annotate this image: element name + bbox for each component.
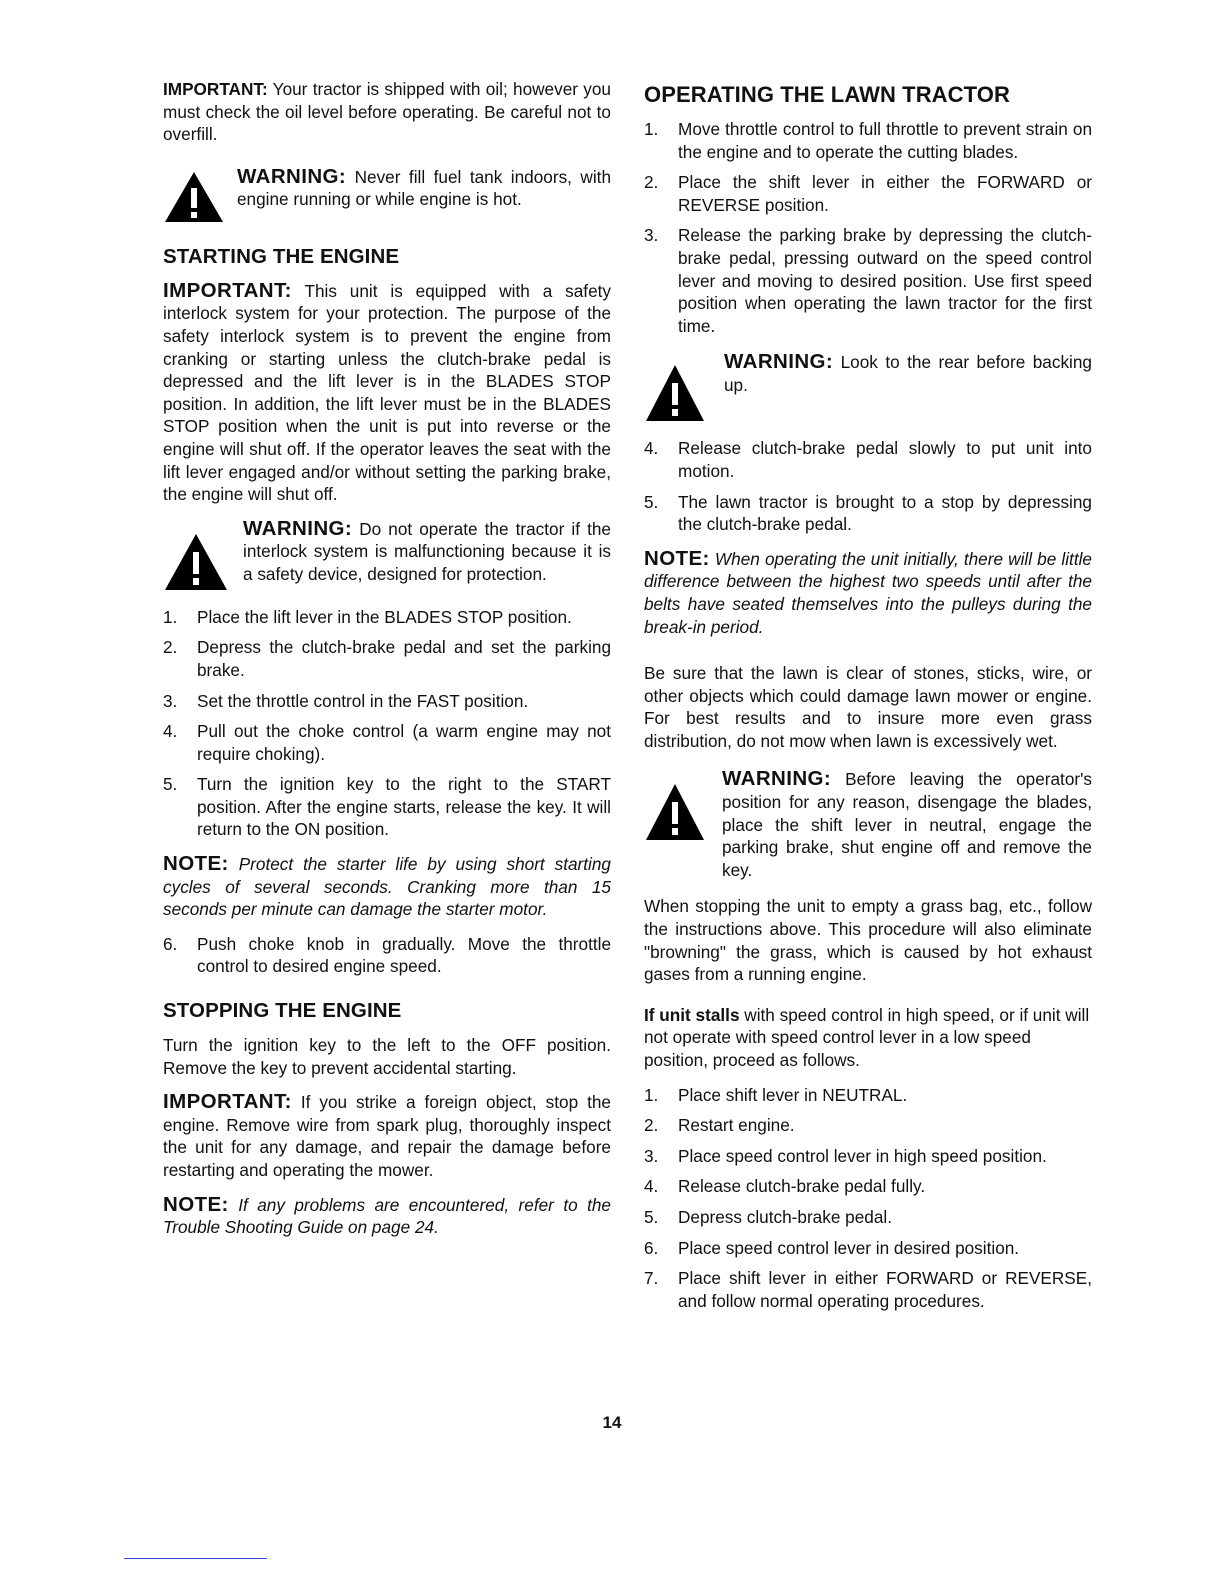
list-item: 3. Place speed control lever in high speed position.	[644, 1145, 1047, 1166]
note-trouble-paragraph	[163, 1194, 611, 1239]
scan-edge-line	[124, 1558, 267, 1559]
note-speeds-paragraph	[644, 548, 1092, 638]
starting-step-6	[163, 933, 611, 978]
list-item: 5. Depress clutch-brake pedal.	[644, 1206, 892, 1227]
grass-bag-paragraph: When stopping the unit to empty a grass bag, etc., follow the instructions above. This procedure will also eliminate "browning" the grass, which is caused by hot exhaust gases from a running engine.	[644, 896, 1092, 985]
note-starter-paragraph	[163, 853, 611, 921]
starting-steps-list	[163, 606, 611, 841]
list-item: 2. Depress the clutch-brake pedal and set the parking brake.	[163, 637, 611, 680]
warning-interlock-text	[243, 518, 611, 586]
warning-rear-body: Look to the rear before backing up.	[724, 352, 1092, 395]
list-item: 7. Place shift lever in either FORWARD or REVERSE, and follow normal operating procedures.	[644, 1268, 1092, 1311]
important-foreign-text: If you strike a foreign object, stop the engine. Remove wire from spark plug, thoroughly inspect the unit for any damage, and repair the damage before restarting and operating the mower.	[163, 1092, 611, 1180]
list-item: 4. Release clutch-brake pedal slowly to put unit into motion.	[644, 438, 1092, 481]
note-label: NOTE:	[163, 1192, 229, 1216]
warning-leaving-body: Before leaving the operator's position for any reason, disengage the blades, place the shift lever in neutral, engage the parking brake, shut engine off and remove the key.	[722, 769, 1092, 880]
warning-interlock-body: Do not operate the tractor if the interlock system is malfunctioning because it is a safety device, designed for protection.	[243, 518, 611, 584]
stopping-paragraph: Turn the ignition key to the left to the OFF position. Remove the key to prevent accidental starting.	[163, 1035, 611, 1078]
list-item: 3. Release the parking brake by depressing the clutch-brake pedal, pressing outward on the speed control lever and moving to desired position. Use first speed position when operating the lawn tractor for the first time.	[644, 225, 1092, 336]
warning-leaving-text	[722, 768, 1092, 881]
list-item: 6. Push choke knob in gradually. Move the throttle control to desired engine speed.	[163, 933, 611, 977]
list-item: 2. Restart engine.	[644, 1115, 795, 1136]
warning-label: WARNING:	[237, 164, 347, 188]
warning-triangle-icon	[163, 170, 225, 224]
stalls-paragraph	[644, 1004, 1092, 1072]
important-oil-text: Your tractor is shipped with oil; however you must check the oil level before operating. Be careful not to overfill.	[163, 79, 611, 145]
note-starter-text: Protect the starter life by using short starting cycles of several seconds. Cranking more than 15 seconds per minute can damage the starter motor.	[163, 854, 611, 920]
operating-steps-list-b	[644, 437, 1092, 535]
warning-label: WARNING:	[722, 767, 832, 791]
warning-interlock-block	[163, 518, 611, 592]
warning-triangle-icon	[644, 363, 706, 423]
note-trouble-text: If any problems are encountered, refer to the Trouble Shooting Guide on page 24.	[163, 1194, 611, 1238]
note-label: NOTE:	[644, 546, 710, 570]
lawn-clear-paragraph: Be sure that the lawn is clear of stones, sticks, wire, or other objects which could damage lawn mower or engine. For best results and to insure more even grass distribution, do not mow when lawn is excessively wet.	[644, 663, 1092, 751]
starting-engine-heading: STARTING THE ENGINE	[163, 244, 400, 268]
list-item: 1. Place the lift lever in the BLADES STOP position.	[163, 606, 572, 627]
important-oil-paragraph	[163, 78, 611, 146]
left-column	[163, 78, 611, 1251]
important-safety-paragraph	[163, 280, 611, 506]
warning-fuel-body: Never fill fuel tank indoors, with engine running or while engine is hot.	[237, 166, 611, 210]
page-number: 14	[602, 1413, 622, 1432]
right-column	[644, 78, 1092, 1324]
list-item: 6. Place speed control lever in desired position.	[644, 1237, 1020, 1258]
operating-steps-list-a	[644, 118, 1092, 337]
stalls-text: with speed control in high speed, or if unit will not operate with speed control lever in a low speed position, proceed as follows.	[644, 1004, 1090, 1070]
warning-triangle-icon	[644, 782, 706, 842]
important-label: IMPORTANT:	[163, 79, 268, 99]
warning-fuel-text	[237, 166, 611, 211]
list-item: 2. Place the shift lever in either the FORWARD or REVERSE position.	[644, 172, 1092, 215]
important-safety-text: This unit is equipped with a safety interlock system for your protection. The purpose of the safety interlock system is to prevent the engine from cranking or starting unless the clutch-brake pedal is depressed and the lift lever is in the BLADES STOP position. In addition, the lift lever must be in the BLADES STOP position when the unit is put into reverse or the engine will shut off. If the operator leaves the seat with the lift lever engaged and/or without setting the parking brake, the engine will shut off.	[163, 280, 611, 505]
list-item: 3. Set the throttle control in the FAST position.	[163, 690, 529, 711]
list-item: 1. Move throttle control to full throttle to prevent strain on the engine and to operate the cutting blades.	[644, 119, 1092, 162]
operating-heading: OPERATING THE LAWN TRACTOR	[644, 82, 1010, 107]
list-item: 5. Turn the ignition key to the right to the START position. After the engine starts, release the key. It will return to the ON position.	[163, 774, 611, 840]
warning-label: WARNING:	[724, 350, 834, 374]
warning-leaving-block	[644, 768, 1092, 881]
note-speeds-text: When operating the unit initially, there will be little difference between the highest two speeds until after the belts have seated themselves into the pulleys during the break-in period.	[644, 548, 1092, 637]
warning-rear-text	[724, 349, 1092, 396]
stopping-engine-heading: STOPPING THE ENGINE	[163, 999, 402, 1023]
warning-triangle-icon	[163, 532, 229, 592]
stalls-label: If unit stalls	[644, 1004, 740, 1025]
important-foreign-paragraph	[163, 1091, 611, 1181]
list-item: 1. Place shift lever in NEUTRAL.	[644, 1084, 908, 1105]
important-label: IMPORTANT:	[163, 1090, 292, 1114]
warning-fuel-block	[163, 166, 611, 224]
important-label: IMPORTANT:	[163, 278, 292, 302]
warning-label: WARNING:	[243, 516, 353, 540]
list-item: 4. Pull out the choke control (a warm engine may not require choking).	[163, 721, 611, 764]
stall-steps-list	[644, 1084, 1092, 1313]
warning-rear-block	[644, 349, 1092, 423]
note-label: NOTE:	[163, 852, 229, 876]
list-item: 5. The lawn tractor is brought to a stop by depressing the clutch-brake pedal.	[644, 491, 1092, 535]
list-item: 4. Release clutch-brake pedal fully.	[644, 1176, 926, 1197]
